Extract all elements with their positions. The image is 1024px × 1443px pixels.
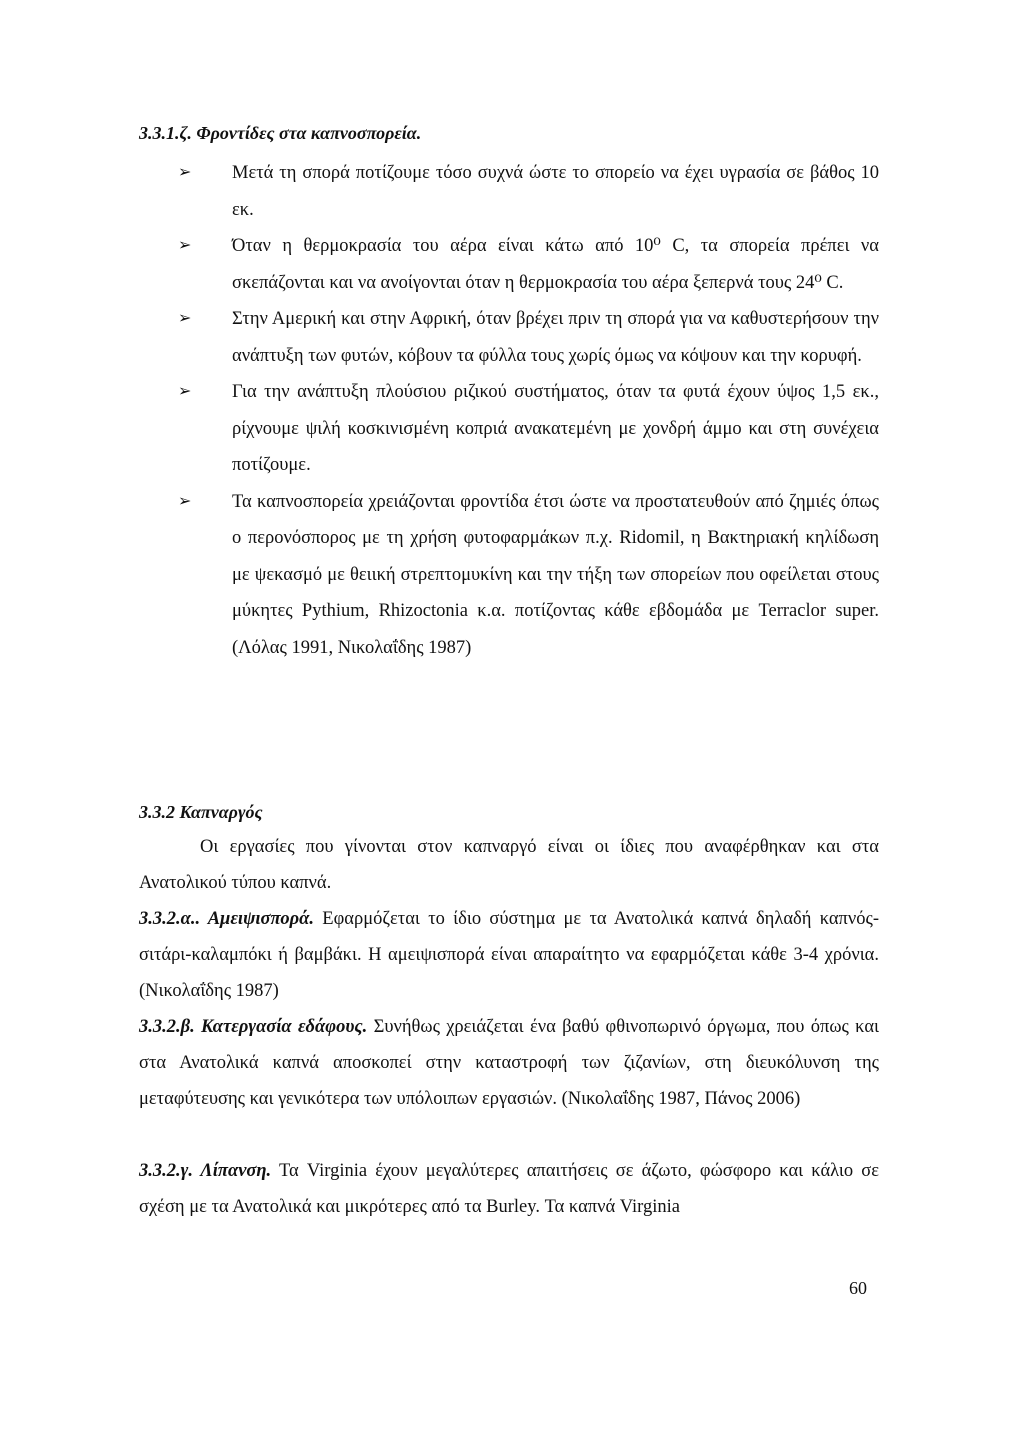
- subsection-text: Εφαρμόζεται το ίδιο σύστημα με τα Ανατολικά καπνά δηλαδή καπνός-σιτάρι-καλαμπόκι ή βαμβάκι. Η αμειψισπορά είναι απαραίτητο να εφαρμόζεται κάθε 3-4 χρόνια. (Νικολαΐδης 1987): [139, 909, 879, 1001]
- bullet-text: Μετά τη σπορά ποτίζουμε τόσο συχνά ώστε το σπορείο να έχει υγρασία σε βάθος 10 εκ.: [232, 163, 879, 220]
- subsection-label: 3.3.2.β. Κατεργασία εδάφους.: [139, 1017, 368, 1037]
- bullet-list: [139, 155, 879, 666]
- arrow-bullet-icon: ➢: [178, 164, 192, 181]
- bullet-item: [139, 155, 879, 228]
- subsection-paragraph-b: [139, 1009, 879, 1117]
- subsection-text: Συνήθως χρειάζεται ένα βαθύ φθινοπωρινό όργωμα, που όπως και στα Ανατολικά καπνά αποσκοπεί στην καταστροφή των ζιζανίων, στη διευκόλυνση της μεταφύτευσης και γενικότερα των υπόλοιπων εργασιών. (Νικολαΐδης 1987, Πάνος 2006): [139, 1017, 879, 1109]
- intro-paragraph: Οι εργασίες που γίνονται στον καπναργό είναι οι ίδιες που αναφέρθηκαν και στα Ανατολικού τύπου καπνά.: [139, 837, 879, 893]
- section-heading-332: 3.3.2 Καπναργός: [139, 802, 263, 822]
- page-number: 60: [849, 1278, 867, 1298]
- subsection-label: 3.3.2.γ. Λίπανση.: [139, 1161, 272, 1181]
- subsection-label: 3.3.2.α.. Αμειψισπορά.: [139, 909, 315, 929]
- bullet-text: Για την ανάπτυξη πλούσιου ριζικού συστήματος, όταν τα φυτά έχουν ύψος 1,5 εκ., ρίχνουμε ψιλή κοσκινισμένη κοπριά ανακατεμένη με χονδρή άμμο και στη συνέχεια ποτίζουμε.: [232, 382, 879, 475]
- subsection-text: Τα Virginia έχουν μεγαλύτερες απαιτήσεις σε άζωτο, φώσφορο και κάλιο σε σχέση με τα Ανατολικά και μικρότερες από τα Burley. Τα καπνά Virginia: [139, 1161, 879, 1217]
- bullet-item: [139, 301, 879, 374]
- bullet-text: Όταν η θερμοκρασία του αέρα είναι κάτω από 10⁰ C, τα σπορεία πρέπει να σκεπάζονται και να ανοίγονται όταν η θερμοκρασία του αέρα ξεπερνά τους 24⁰ C.: [232, 236, 879, 293]
- arrow-bullet-icon: ➢: [178, 383, 192, 400]
- arrow-bullet-icon: ➢: [178, 492, 192, 510]
- section-heading-331z: 3.3.1.ζ. Φροντίδες στα καπνοσπορεία.: [139, 123, 422, 143]
- subsection-paragraph-c: [139, 1153, 879, 1225]
- arrow-bullet-icon: ➢: [178, 310, 192, 327]
- bullet-item: [139, 374, 879, 484]
- bullet-text: Τα καπνοσπορεία χρειάζονται φροντίδα έτσι ώστε να προστατευθούν από ζημιές όπως ο περονόσπορος με τη χρήση φυτοφαρμάκων π.χ. Ridomil, η Βακτηριακή κηλίδωση με ψεκασμό με θειική στρεπτομυκίνη και την τήξη των σπορείων που οφείλεται στους μύκητες Pythium, Rhizoctonia κ.α. ποτίζοντας κάθε εβδομάδα με Terraclor super. (Λόλας 1991, Νικολαΐδης 1987): [232, 491, 879, 658]
- bullet-item: [139, 484, 879, 667]
- arrow-bullet-icon: ➢: [178, 237, 192, 254]
- bullet-item: [139, 228, 879, 301]
- subsection-paragraph-a: [139, 901, 879, 1009]
- bullet-text: Στην Αμερική και στην Αφρική, όταν βρέχει πριν τη σπορά για να καθυστερήσουν την ανάπτυξη των φυτών, κόβουν τα φύλλα τους χωρίς όμως να κόψουν και την κορυφή.: [232, 309, 879, 366]
